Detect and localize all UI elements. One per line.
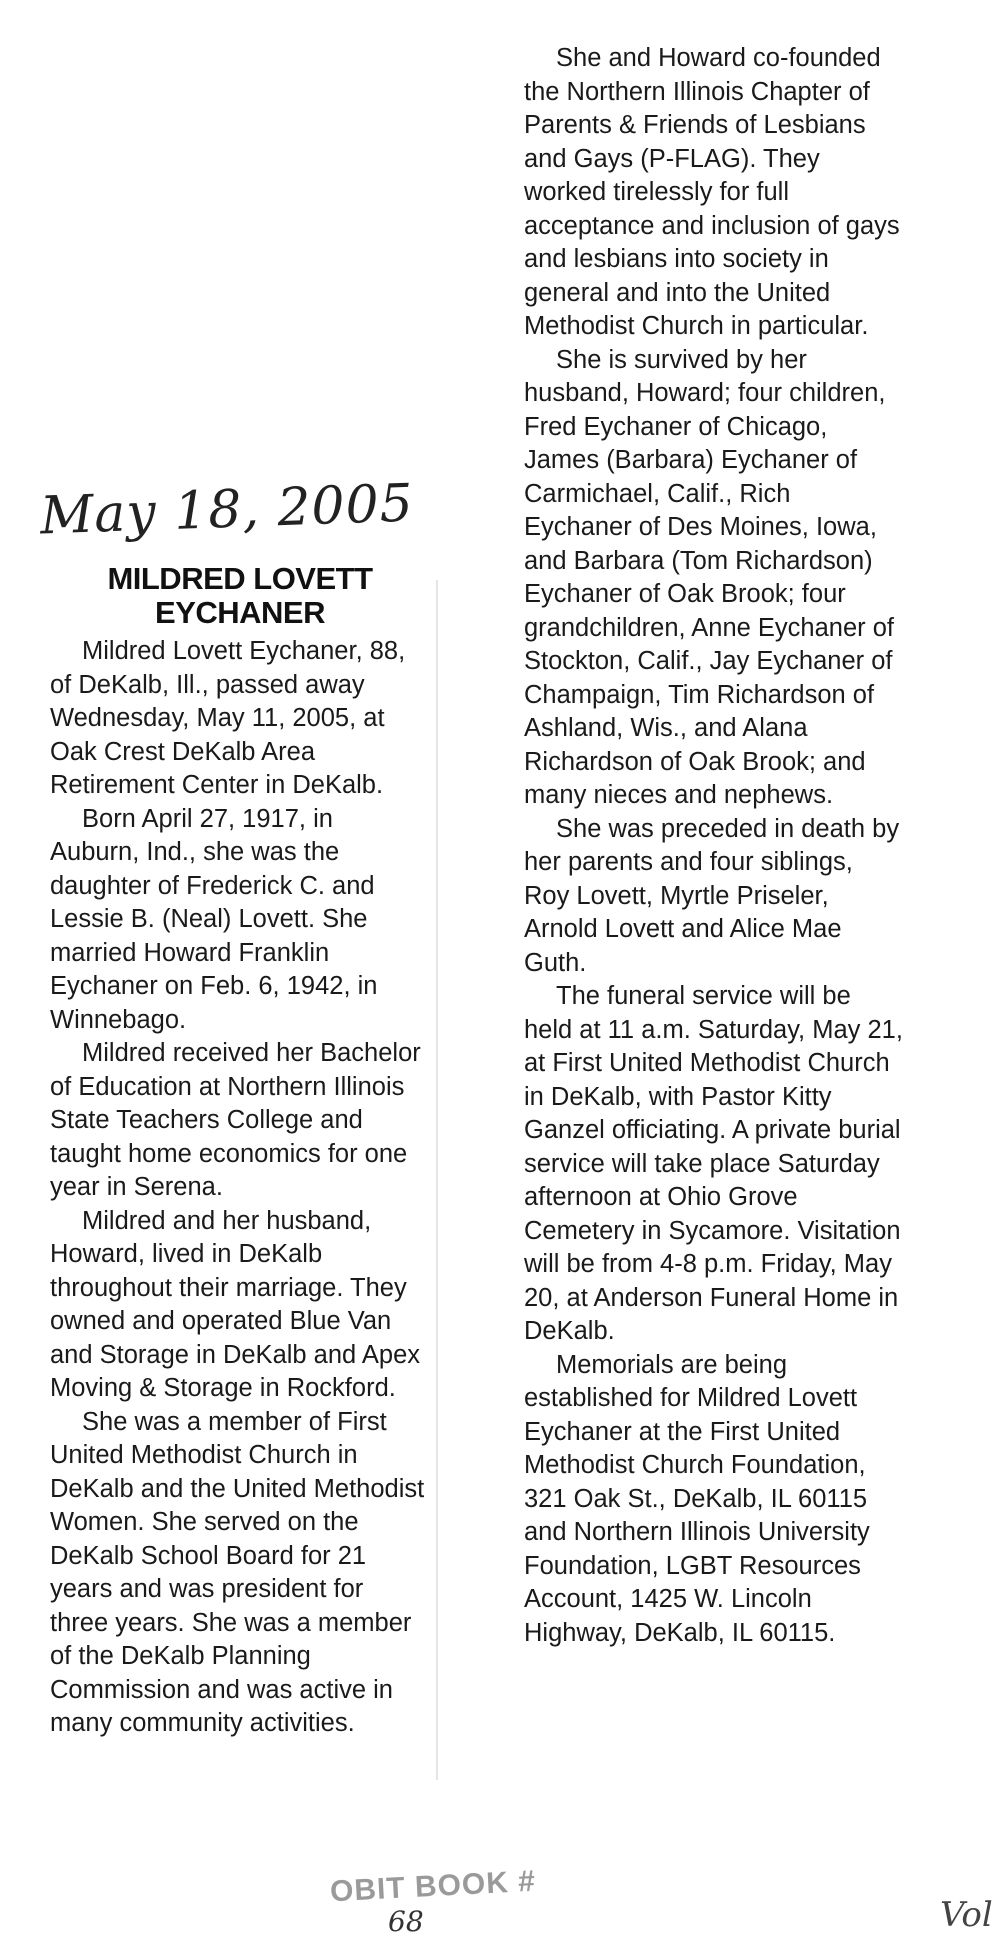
obituary-headline <box>45 562 435 630</box>
paragraph-survivors: She is survived by her husband, Howard; four children, Fred Eychaner of Chicago, James (Barbara) Eychaner of Carmichael, Calif., Rich Eychaner of Des Moines, Iowa, and Barbara (Tom Richardson) Eychaner of Oak Brook; four grandchildren, Anne Eychaner of Stockton, Calif., Jay Eychaner of Champaign, Tim Richardson of Ashland, Wis., and Alana Richardson of Oak Brook; and many nieces and nephews. <box>524 345 894 809</box>
right-column <box>524 42 904 1650</box>
paragraph-pflag: She and Howard co-founded the Northern Illinois Chapter of Parents & Friends of Lesbians and Gays (P-FLAG). They worked tirelessly for full acceptance and inclusion of gays and lesbians into society in general and into the United Methodist Church in particular. <box>524 44 900 340</box>
corner-handwriting: Vol <box>940 1895 993 1935</box>
headline-line-1: MILDRED LOVETT <box>107 561 373 596</box>
paragraph-preceded: She was preceded in death by her parents and four siblings, Roy Lovett, Myrtle Priseler, Arnold Lovett and Alice Mae Guth. <box>524 814 900 977</box>
paragraph-birth-marriage: Born April 27, 1917, in Auburn, Ind., she was the daughter of Frederick C. and Lessie B. (Neal) Lovett. She married Howard Franklin Eychaner on Feb. 6, 1942, in Winnebago. <box>50 804 378 1034</box>
paragraph-business: Mildred and her husband, Howard, lived in DeKalb throughout their marriage. They owned and operated Blue Van and Storage in DeKalb and Apex Moving & Storage in Rockford. <box>50 1206 421 1402</box>
paragraph-services: The funeral service will be held at 11 a.m. Saturday, May 21, at First United Methodist Church in DeKalb, with Pastor Kitty Ganzel officiating. A private burial service will take place Saturday afternoon at Ohio Grove Cemetery in Sycamore. Visitation will be from 4-8 p.m. Friday, May 20, at Anderson Funeral Home in DeKalb. <box>524 982 903 1345</box>
column-divider <box>436 580 438 1780</box>
obit-book-number: 68 <box>388 1905 424 1938</box>
obit-book-stamp: OBIT BOOK # <box>329 1864 537 1909</box>
paragraph-death-notice: Mildred Lovett Eychaner, 88, of DeKalb, Ill., passed away Wednesday, May 11, 2005, at Oak Crest DeKalb Area Retirement Center in DeKalb. <box>50 637 406 799</box>
paragraph-community: She was a member of First United Methodist Church in DeKalb and the United Methodist Women. She served on the DeKalb School Board for 21 years and was president for three years. She was a member of the DeKalb Planning Commission and was active in many community activities. <box>50 1407 425 1737</box>
headline-line-2: EYCHANER <box>155 595 325 630</box>
paragraph-education: Mildred received her Bachelor of Education at Northern Illinois State Teachers College and taught home economics for one year in Serena. <box>50 1039 421 1201</box>
left-column <box>50 635 425 1741</box>
paragraph-memorials: Memorials are being established for Mildred Lovett Eychaner at the First United Methodist Church Foundation, 321 Oak St., DeKalb, IL 60115 and Northern Illinois University Foundation, LGBT Resources Account, 1425 W. Lincoln Highway, DeKalb, IL 60115. <box>524 1350 870 1647</box>
handwritten-date: May 18, 2005 <box>39 473 415 547</box>
